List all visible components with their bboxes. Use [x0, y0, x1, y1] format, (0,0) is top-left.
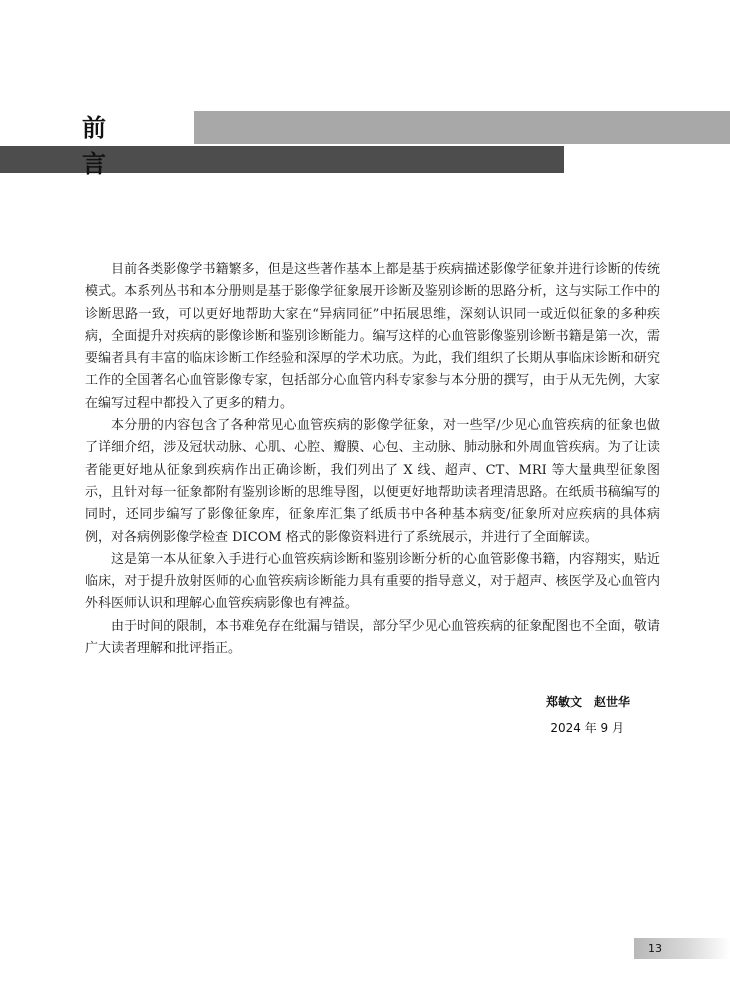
paragraph-4: 由于时间的限制，本书难免存在纰漏与错误，部分罕少见心血管疾病的征象配图也不全面，敬请广大读者理解和批评指正。	[85, 618, 660, 657]
page-number: 13	[648, 942, 662, 955]
author-names: 郑敏文 赵世华	[545, 695, 630, 709]
paragraph-2: 本分册的内容包含了各种常见心血管疾病的影像学征象，对一些罕/少见心血管疾病的征象也做了详细介绍，涉及冠状动脉、心肌、心腔、瓣膜、心包、主动脉、肺动脉和外周血管疾病。为了让读者能更好地从征象到疾病作出正确诊断，我们列出了 X 线、超声、CT、MRI 等大量典型征象图示，且针对每一征象都附有鉴别诊断的思维导图，以便更好地帮助读者理清思路。在纸质书稿编写的同时，还同步编写了影像征象库，征象库汇集了纸质书中各种基本病变/征象所对应疾病的具体病例，对各病例影像学检查 DICOM 格式的影像资料进行了系统展示，并进行了全面解读。	[85, 418, 660, 545]
signature-block	[400, 692, 630, 738]
preface-body	[85, 259, 660, 660]
paragraph-3: 这是第一本从征象入手进行心血管疾病诊断和鉴别诊断分析的心血管影像书籍，内容翔实，贴近临床，对于提升放射医师的心血管疾病诊断能力具有重要的指导意义，对于超声、核医学及心血管内外科医师认识和理解心血管疾病影像也有裨益。	[85, 551, 660, 612]
signature-date: 2024 年 9 月	[550, 721, 624, 735]
page-title: 前言	[82, 114, 136, 178]
paragraph-1: 目前各类影像学书籍繁多，但是这些著作基本上都是基于疾病描述影像学征象并进行诊断的传统模式。本系列丛书和本分册则是基于影像学征象展开诊断及鉴别诊断的思路分析，这与实际工作中的诊断思路一致，可以更好地帮助大家在“异病同征”中拓展思维，深刻认识同一或近似征象的多种疾病，全面提升对疾病的影像诊断和鉴别诊断能力。编写这样的心血管影像鉴别诊断书籍是第一次，需要编者具有丰富的临床诊断工作经验和深厚的学术功底。为此，我们组织了长期从事临床诊断和研究工作的全国著名心血管影像专家，包括部分心血管内科专家参与本分册的撰写，由于从无先例，大家在编写过程中都投入了更多的精力。	[85, 262, 660, 411]
header-gray-bar	[194, 111, 730, 144]
